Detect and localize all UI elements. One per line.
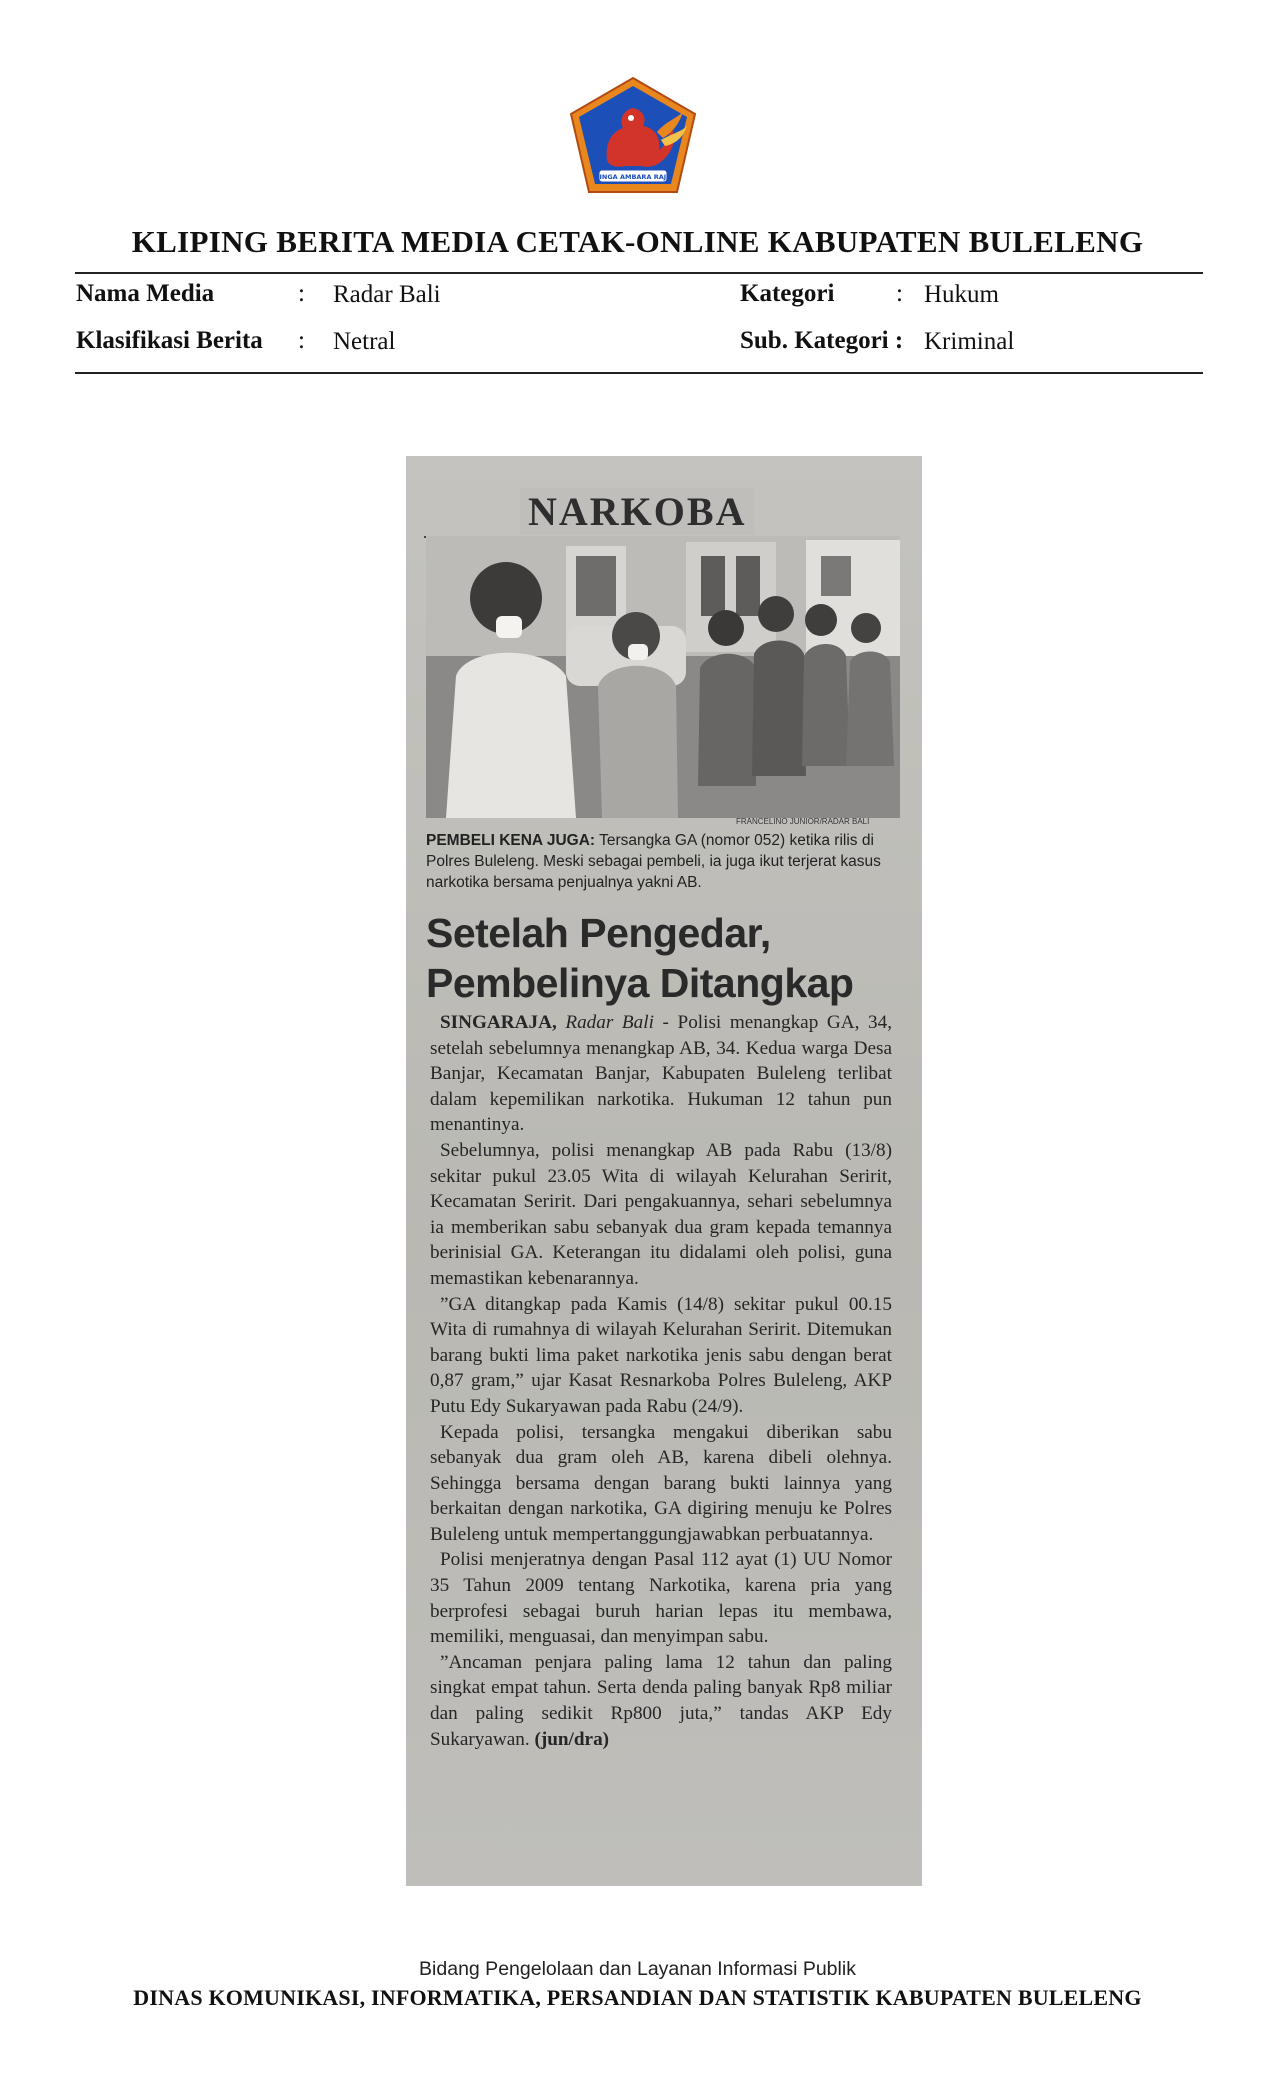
article-paragraph xyxy=(430,1650,892,1752)
nama-media-value: Radar Bali xyxy=(333,281,441,308)
article-paragraph xyxy=(430,1010,892,1138)
headline-line-2: Pembelinya Ditangkap xyxy=(426,960,854,1006)
klasifikasi-berita-label: Klasifikasi Berita xyxy=(76,327,263,354)
article-headline xyxy=(426,908,906,1008)
klasifikasi-separator: : xyxy=(298,327,305,354)
article-paragraph: ”GA ditangkap pada Kamis (14/8) sekitar pukul 00.15 Wita di rumahnya di wilayah Kelurahan Seririt. Ditemukan barang bukti lima paket narkotika jenis sabu dengan berat 0,87 gram,” ujar Kasat Resnarkoba Polres Buleleng, AKP Putu Edy Sukaryawan pada Rabu (24/9). xyxy=(430,1293,892,1417)
paragraph-6-text: ”Ancaman penjara paling lama 12 tahun dan paling singkat empat tahun. Serta denda paling banyak Rp8 miliar dan paling sedikit Rp800 juta,” tandas AKP Edy Sukaryawan. xyxy=(430,1651,892,1750)
suspects-photo xyxy=(426,536,900,818)
paragraph-1-text: - Polisi menangkap GA, 34, setelah sebelumnya menangkap AB, 34. Kedua warga Desa Banjar, Kecamatan Banjar, Kabupaten Buleleng terlibat dalam kepemilikan narkotika. Hukuman 12 tahun pun menantinya. xyxy=(430,1012,892,1136)
headline-line-1: Setelah Pengedar, xyxy=(426,910,771,956)
article-paragraph: Sebelumnya, polisi menangkap AB pada Rabu (13/8) sekitar pukul 23.05 Wita di wilayah Kelurahan Seririt, Kecamatan Seririt. Dari pengakuannya, sehari sebelumnya ia memberikan sabu sebanyak dua gram kepada temannya berinisial GA. Keterangan itu didalami oleh polisi, guna memastikan kebenarannya. xyxy=(430,1139,892,1289)
dateline: SINGARAJA, xyxy=(440,1012,557,1033)
caption-lead: PEMBELI KENA JUGA: xyxy=(426,832,596,849)
footer-division: Bidang Pengelolaan dan Layanan Informasi Publik xyxy=(419,1958,856,1980)
caption-text: Tersangka GA (nomor 052) ketika rilis di Polres Buleleng. Meski sebagai pembeli, ia juga ikut terjerat kasus narkotika bersama penjualnya yakni AB. xyxy=(426,832,881,891)
logo-motto: SINGA AMBARA RAJA xyxy=(594,173,672,181)
kategori-label: Kategori xyxy=(740,280,835,307)
document-title: KLIPING BERITA MEDIA CETAK-ONLINE KABUPATEN BULELENG xyxy=(131,224,1144,259)
publication-name: Radar Bali xyxy=(565,1012,654,1033)
nama-media-label: Nama Media xyxy=(76,280,215,307)
kategori-separator: : xyxy=(896,280,903,307)
header-top-divider xyxy=(75,272,1203,274)
header-bottom-divider xyxy=(75,372,1203,374)
nama-media-separator: : xyxy=(298,280,305,307)
sub-kategori-label: Sub. Kategori : xyxy=(740,327,904,354)
rubric-header xyxy=(424,478,894,534)
sub-kategori-value: Kriminal xyxy=(924,328,1015,355)
rubric-title: NARKOBA xyxy=(520,488,754,535)
photo-caption xyxy=(426,830,904,893)
footer-agency: DINAS KOMUNIKASI, INFORMATIKA, PERSANDIAN DAN STATISTIK KABUPATEN BULELENG xyxy=(133,1985,1142,2010)
article-paragraph: Polisi menjeratnya dengan Pasal 112 ayat (1) UU Nomor 35 Tahun 2009 tentang Narkotika, karena pria yang berprofesi sebagai buruh harian lepas itu membawa, memiliki, menguasai, dan menyimpan sabu. xyxy=(430,1549,892,1648)
newspaper-clipping xyxy=(406,456,922,1886)
author-signature: (jun/dra) xyxy=(534,1728,610,1750)
photo-credit: FRANCELINO JUNIOR/RADAR BALI xyxy=(736,817,870,826)
singa-ambara-raja-emblem-icon xyxy=(565,74,701,198)
article-paragraph: Kepada polisi, tersangka mengakui diberikan sabu sebanyak dua gram oleh AB, karena dibeli olehnya. Sehingga bersama dengan barang bukti lainnya yang berkaitan dengan narkotika, GA digiring menuju ke Polres Buleleng untuk mempertanggungjawabkan perbuatannya. xyxy=(430,1421,892,1545)
kategori-value: Hukum xyxy=(924,281,999,308)
regency-logo xyxy=(565,74,701,198)
article-body xyxy=(430,1010,892,1752)
klasifikasi-berita-value: Netral xyxy=(333,328,396,355)
